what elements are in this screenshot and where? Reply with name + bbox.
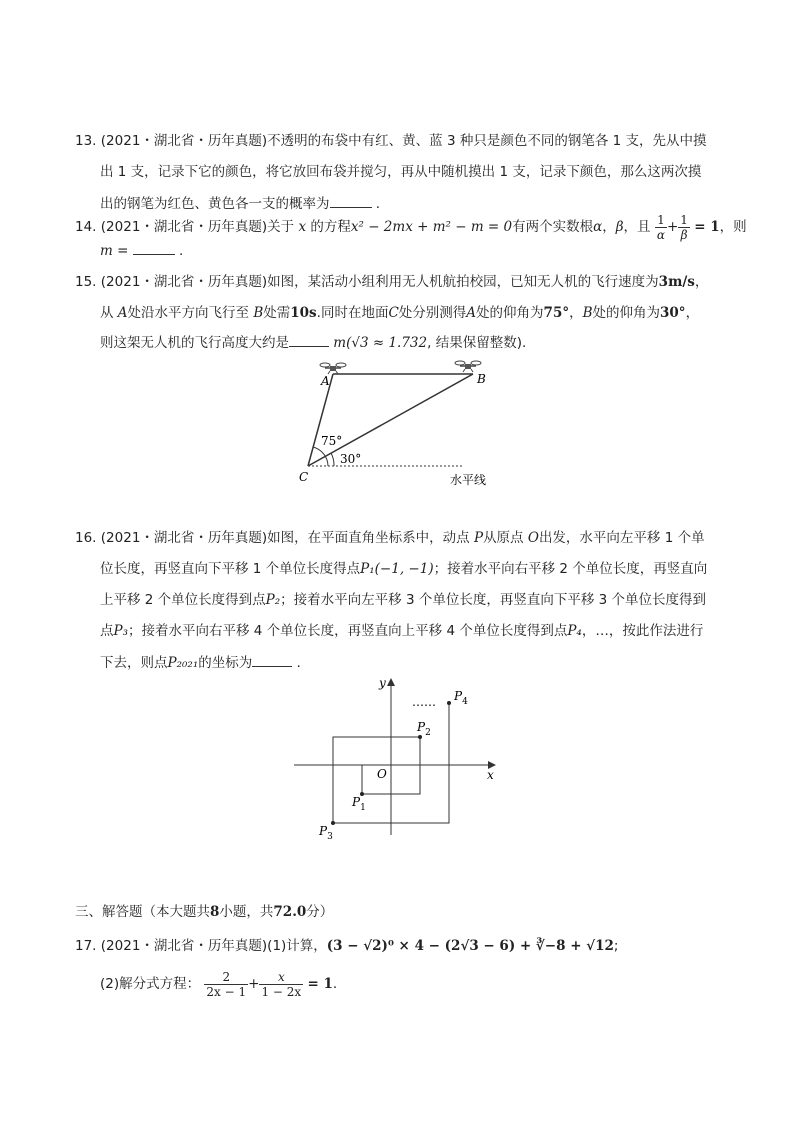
fraction-1-alpha: $\frac{1}{\alpha}$ (656, 212, 665, 242)
point-p2-dot (418, 735, 422, 739)
question-source: (2021・湖北省・历年真题) (100, 274, 268, 290)
section-count: 8 (210, 904, 220, 920)
sqrt3-approx: √3 ≈ 1.732 (351, 335, 428, 351)
period: . (375, 196, 381, 212)
point-b: B (253, 305, 264, 321)
label-c: C (299, 470, 309, 484)
question-text: (1)计算， (267, 938, 327, 954)
speed-value: 3m/s (658, 274, 695, 290)
section-score: 72.0 (273, 904, 307, 920)
label-horizon: 水平线 (450, 473, 487, 487)
label-o: O (377, 767, 387, 781)
question-text: (2)解分式方程： (100, 976, 201, 992)
answer-blank[interactable] (289, 332, 329, 347)
question-text: 处需 (263, 305, 291, 321)
question-text: ， (685, 305, 700, 321)
question-text: ， (602, 219, 616, 235)
q16-line3 (100, 590, 706, 610)
question-text: 处沿水平方向飞行至 (127, 305, 250, 321)
question-text: 如图，某活动小组利用无人机航拍校园，已知无人机的飞行速度为 (267, 274, 659, 290)
arc-75 (313, 447, 328, 466)
semicolon: ; (613, 938, 619, 954)
q17-line2 (100, 965, 337, 1003)
equation: x² − 2mx + m² − m = 0 (350, 219, 513, 235)
section-title: 小题，共 (219, 904, 274, 920)
label-75: 75° (321, 434, 343, 448)
q17-line1 (75, 936, 618, 956)
question-text: 从原点 (483, 530, 524, 546)
question-source: (2021・湖北省・历年真题) (100, 530, 268, 546)
section-title: 分） (306, 904, 334, 920)
q15-line1 (75, 272, 708, 292)
period: . (332, 976, 338, 992)
point-c: C (388, 305, 399, 321)
question-text: 不透明的布袋中有红、黄、蓝 3 种只是颜色不同的钢笔各 1 支，先从中摸 (267, 133, 707, 149)
label-b: B (477, 372, 486, 386)
expression-1: (3 − √2)⁰ × 4 − (2√3 − 6) + ∛−8 + √12 (326, 938, 614, 954)
question-text: 则这架无人机的飞行高度大约是 (100, 335, 289, 351)
question-text: 处的仰角为 (476, 305, 544, 321)
question-text: 的方程 (310, 219, 351, 235)
question-text: ；接着水平向左平移 3 个单位长度，再竖直向下平移 3 个单位长度得到 (280, 592, 707, 608)
q16-line4 (100, 621, 703, 641)
point-a: A (117, 305, 128, 321)
q15-line2 (100, 303, 699, 323)
q16-line5 (100, 652, 301, 673)
q16-line1 (75, 528, 705, 548)
question-text: 的坐标为 (198, 655, 253, 671)
question-text: 点 (100, 623, 114, 639)
question-text: 处分别测得 (398, 305, 467, 321)
point-p3: P₃ (113, 623, 128, 639)
label-y: y (379, 676, 386, 690)
label-p1: $P_1$ (352, 795, 366, 813)
q13-line1 (75, 131, 707, 151)
point-a: A (466, 305, 477, 321)
unit-m: m( (333, 335, 352, 351)
question-text: 处的仰角为 (592, 305, 661, 321)
question-text: 位长度，再竖直向下平移 1 个单位长度得点 (100, 561, 361, 577)
question-number: 15. (75, 274, 97, 290)
question-text: 出的钢笔为红色、黄色各一支的概率为 (100, 196, 330, 212)
time-value: 10s (290, 305, 317, 321)
question-text: ，…，按此作法进行 (581, 623, 704, 639)
segment-cb (308, 374, 473, 466)
origin-o: O (527, 530, 539, 546)
question-text: .同时在地面 (316, 305, 389, 321)
question-number: 13. (75, 133, 97, 149)
label-a: A (321, 374, 330, 388)
q16-figure (290, 675, 505, 845)
question-number: 16. (75, 530, 97, 546)
point-b: B (582, 305, 593, 321)
question-source: (2021・湖北省・历年真题) (100, 219, 268, 235)
fraction-1-beta: $\frac{1}{\beta}$ (680, 212, 688, 242)
var-x: x (298, 219, 307, 235)
question-text: ， (694, 274, 709, 290)
label-x: x (487, 768, 494, 782)
var-beta: β (615, 219, 624, 235)
arc-30 (331, 453, 334, 466)
answer-blank[interactable] (330, 193, 372, 208)
question-text: 关于 (267, 219, 295, 235)
fraction-2-over: $\frac{2}{2x - 1}$ (206, 969, 247, 999)
answer-blank[interactable] (133, 240, 175, 255)
answer-blank[interactable] (252, 652, 292, 667)
plus-sign: + (248, 976, 260, 992)
plus-sign: + (666, 219, 679, 235)
question-text: 下去，则点 (100, 655, 168, 671)
point-p4: P₄ (567, 623, 582, 639)
q14-line2 (100, 240, 183, 261)
question-text: 从 (100, 305, 114, 321)
period: . (296, 655, 301, 671)
equation-tail: = 1 (694, 219, 720, 235)
question-text: ；接着水平向右平移 2 个单位长度，再竖直向 (433, 561, 708, 577)
section-header (75, 902, 333, 922)
point-p1-dot (360, 792, 364, 796)
question-text: 有两个实数根 (512, 219, 594, 235)
question-text: 出 1 支，记录下它的颜色，将它放回布袋并搅匀，再从中随机摸出 1 支，记录下颜色，那么这两次摸 (100, 164, 702, 180)
point-p2021: P₂₀₂₁ (167, 655, 199, 671)
drone-b-icon (455, 361, 481, 372)
label-30: 30° (340, 452, 362, 466)
q15-figure (290, 355, 510, 490)
label-dots: …… (412, 695, 436, 709)
drone-a-icon (320, 363, 346, 374)
question-source: (2021・湖北省・历年真题) (100, 938, 268, 954)
label-p2: $P_2$ (417, 720, 431, 738)
question-number: 17. (75, 938, 97, 954)
question-text: ，则 (719, 219, 747, 235)
question-number: 14. (75, 219, 97, 235)
question-text: ，且 (623, 219, 651, 235)
m-equals: m = (100, 243, 129, 259)
point-p1: P₁(−1, −1) (360, 561, 434, 577)
point-p: P (473, 530, 484, 546)
question-text: , 结果保留整数). (427, 335, 527, 351)
question-text: 出发，水平向左平移 1 个单 (538, 530, 705, 546)
fraction-x-over: $\frac{x}{1 - 2x}$ (261, 969, 302, 999)
equation-tail: = 1 (307, 976, 333, 992)
point-p2: P₂ (265, 592, 281, 608)
q15-line3 (100, 332, 526, 353)
q13-line2 (100, 162, 701, 182)
question-text: ；接着水平向右平移 4 个单位长度，再竖直向上平移 4 个单位长度得到点 (128, 623, 568, 639)
question-text: ， (569, 305, 583, 321)
period: . (179, 243, 184, 259)
var-alpha: α (593, 219, 603, 235)
section-title: 三、解答题（本大题共 (75, 904, 210, 920)
question-text: 上平移 2 个单位长度得到点 (100, 592, 266, 608)
point-p3-dot (331, 821, 335, 825)
q14-line1 (75, 210, 747, 244)
question-source: (2021・湖北省・历年真题) (100, 133, 268, 149)
label-p3: $P_3$ (319, 824, 333, 842)
question-text: 如图，在平面直角坐标系中，动点 (267, 530, 470, 546)
q16-line2 (100, 559, 707, 579)
angle-30: 30° (660, 305, 686, 321)
point-p4-dot (447, 701, 451, 705)
angle-75: 75° (543, 305, 570, 321)
label-p4: $P_4$ (454, 689, 468, 707)
